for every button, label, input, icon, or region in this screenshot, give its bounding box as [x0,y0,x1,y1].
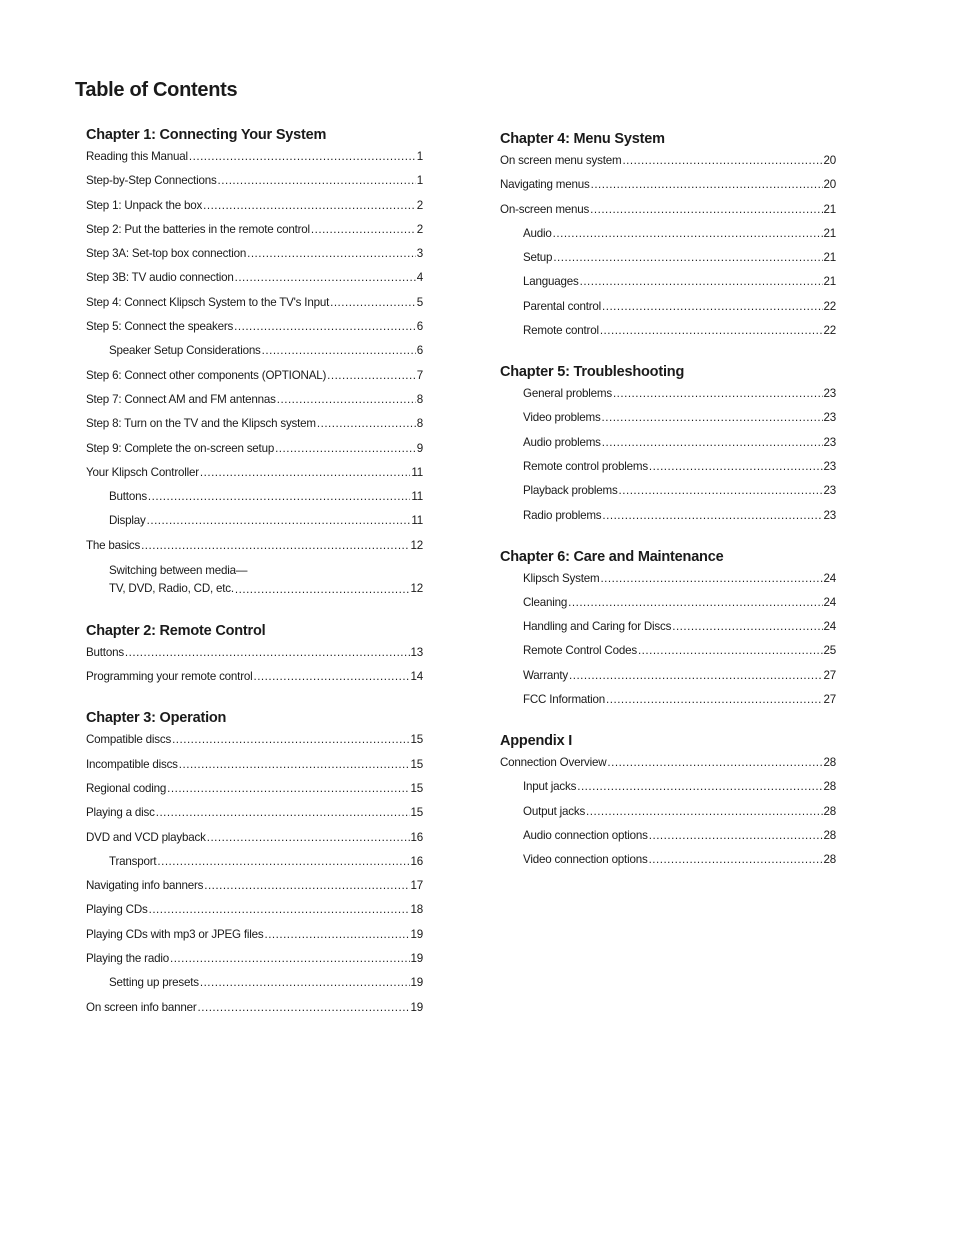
toc-entry-page: 25 [823,644,836,658]
toc-entry-page: 19 [410,952,423,966]
dot-leader [586,804,822,820]
toc-entry-page: 18 [410,903,423,917]
toc-entry-page: 8 [416,417,423,431]
toc-entry-label: Warranty [523,668,568,682]
toc-entry-label: DVD and VCD playback [86,830,206,844]
toc-entry-page: 17 [410,879,423,893]
toc-entry-label: Playback problems [523,484,618,498]
dot-leader [203,198,416,214]
toc-entry-page: 2 [416,222,423,236]
toc-entry-page: 27 [823,668,836,682]
toc-entry-label: Regional coding [86,781,167,795]
toc-entry-page: 13 [410,646,423,660]
toc-entry-label: On-screen menus [500,202,590,216]
dot-leader [602,299,822,315]
toc-entry-label: Languages [523,275,579,289]
toc-entry[interactable] [500,153,836,169]
toc-entry-label: Programming your remote control [86,670,253,684]
dot-leader [649,459,823,475]
toc-entry-label: Step 4: Connect Klipsch System to the TV's Input [86,295,330,309]
toc-subentry[interactable] [500,459,836,475]
toc-entry-page: 28 [823,804,836,818]
toc-subentry[interactable] [500,435,836,451]
toc-entry[interactable] [86,757,423,773]
dot-leader [125,645,410,661]
toc-entry-page: 21 [823,226,836,240]
toc-subentry[interactable] [500,779,836,795]
dot-leader [198,1000,410,1016]
dot-leader [207,830,410,846]
toc-entry-label: Audio connection options [523,828,648,842]
toc-entry-label: Klipsch System [523,571,600,585]
toc-entry-label: Compatible discs [86,733,172,747]
toc-entry-page: 23 [823,411,836,425]
dot-leader [317,416,416,432]
toc-entry-label: Playing CDs with mp3 or JPEG files [86,927,264,941]
toc-subentry[interactable] [500,852,836,868]
toc-entry-label: Audio problems [523,435,601,449]
toc-entry-page: 2 [416,198,423,212]
toc-entry-label: Audio [523,226,552,240]
toc-entry-page: 28 [823,780,836,794]
dot-leader [649,828,823,844]
dot-leader [235,582,410,598]
toc-entry[interactable] [500,177,836,193]
toc-entry-page: 11 [411,514,423,528]
dot-leader [247,246,416,262]
toc-entry-page: 15 [410,757,423,771]
chapter-6-entries [500,571,836,708]
toc-entry-page: 11 [411,490,423,504]
toc-entry-label: TV, DVD, Radio, CD, etc. [109,582,234,596]
toc-entry-page: 16 [410,830,423,844]
toc-entry-label: Video problems [523,411,601,425]
toc-entry-label: Step 3A: Set-top box connection [86,247,247,261]
chapter-6-section [500,546,836,708]
toc-entry-label: Playing CDs [86,903,148,917]
toc-entry-label: Buttons [86,646,124,660]
toc-entry-label: Connection Overview [500,756,607,770]
toc-entry-label: Step-by-Step Connections [86,174,217,188]
dot-leader [602,508,822,524]
dot-leader [553,250,822,266]
chapter-5-title: Chapter 5: Troubleshooting [500,364,685,381]
toc-entry[interactable] [86,295,423,311]
toc-entry-page: 24 [823,571,836,585]
toc-entry-page: 5 [416,295,423,309]
toc-entry-page: 12 [410,582,423,596]
toc-entry-page: 16 [410,854,423,868]
dot-leader [606,692,822,708]
toc-entry[interactable] [86,830,423,846]
toc-entry-label: Playing a disc [86,806,155,820]
toc-entry-label: Step 8: Turn on the TV and the Klipsch system [86,417,316,431]
dot-leader [311,222,416,238]
dot-leader [172,732,409,748]
toc-subentry[interactable] [500,571,836,587]
dot-leader [264,927,409,943]
toc-entry-label: Cleaning [523,595,568,609]
dot-leader [170,951,410,967]
toc-subentry[interactable] [500,804,836,820]
toc-entry-page: 20 [823,178,836,192]
toc-entry[interactable] [86,878,423,894]
chapter-6-title: Chapter 6: Care and Maintenance [500,548,724,565]
toc-entry-label: Remote Control Codes [523,644,637,658]
toc-entry-page: 23 [823,459,836,473]
dot-leader [577,779,822,795]
toc-subentry[interactable] [86,975,423,991]
dot-leader [327,368,416,384]
toc-entry[interactable] [86,1000,423,1016]
toc-subentry[interactable] [86,854,423,870]
toc-entry-label: Remote control [523,324,599,338]
toc-subentry[interactable] [500,250,836,266]
toc-entry[interactable] [86,538,423,554]
toc-subentry[interactable] [500,643,836,659]
dot-leader [580,274,823,290]
toc-entry-page: 9 [416,441,423,455]
toc-subentry[interactable] [500,483,836,499]
toc-subentry[interactable] [500,226,836,242]
chapter-2-entries [86,645,423,685]
toc-subentry[interactable] [500,692,836,708]
toc-entry-page: 21 [823,251,836,265]
dot-leader [591,177,823,193]
toc-entry-page: 23 [823,435,836,449]
toc-entry-page: 19 [410,976,423,990]
chapter-1-title: Chapter 1: Connecting Your System [86,127,327,143]
toc-entry-label: Remote control problems [523,459,648,473]
chapter-3-section [86,707,423,1015]
toc-entry-page: 21 [823,202,836,216]
toc-entry[interactable] [86,149,423,165]
dot-leader [600,571,822,587]
toc-entry-page: 23 [823,508,836,522]
toc-entry-label: Display [109,514,146,528]
toc-entry-page: 14 [410,670,423,684]
toc-entry[interactable] [500,202,836,218]
dot-leader [602,410,823,426]
chapter-5-section [500,361,836,523]
dot-leader [649,852,823,868]
dot-leader [200,465,410,481]
toc-entry[interactable] [86,669,423,685]
toc-subentry[interactable] [500,274,836,290]
toc-right-column [500,128,836,890]
toc-entry-page: 15 [410,806,423,820]
toc-entry-page: 1 [416,174,423,188]
toc-subentry[interactable] [86,562,423,598]
dot-leader [141,538,409,554]
dot-leader [613,386,823,402]
toc-entry-page: 15 [410,733,423,747]
dot-leader [179,757,410,773]
toc-subentry[interactable] [500,828,836,844]
page-title: Table of Contents [75,79,238,101]
dot-leader [600,323,823,339]
toc-entry-page: 20 [823,154,836,167]
toc-entry-label: Parental control [523,299,602,313]
toc-entry-page: 22 [823,299,836,313]
toc-entry[interactable] [86,465,423,481]
toc-subentry[interactable] [500,595,836,611]
toc-entry-page: 27 [823,693,836,707]
dot-leader [607,755,822,771]
toc-subentry[interactable] [500,386,836,402]
toc-entry-page: 21 [823,275,836,289]
appendix-1-title: Appendix I [500,733,573,750]
toc-entry-page: 28 [823,828,836,842]
dot-leader [167,781,409,797]
toc-entry-page: 6 [416,320,423,334]
toc-entry-label: Video connection options [523,853,648,867]
toc-entry-label: Radio problems [523,508,602,522]
toc-entry-label: Navigating menus [500,178,590,192]
toc-entry-label-line1: Switching between media— [109,564,248,578]
toc-entry-page: 23 [823,484,836,498]
toc-entry-page: 6 [416,344,423,358]
chapter-2-section [86,620,423,685]
toc-entry-label: Your Klipsch Controller [86,465,199,479]
toc-entry-label: Setup [523,251,553,265]
toc-entry-page: 4 [416,271,423,285]
toc-entry-label: Buttons [109,490,147,504]
dot-leader [156,805,410,821]
toc-entry[interactable] [86,951,423,967]
toc-entry-page: 12 [410,538,423,552]
toc-entry[interactable] [86,368,423,384]
dot-leader [262,343,416,359]
toc-entry[interactable] [86,246,423,262]
toc-subentry[interactable] [86,513,423,529]
toc-entry-label: Output jacks [523,804,586,818]
appendix-1-entries [500,755,836,868]
toc-entry-page: 3 [416,247,423,261]
dot-leader [253,669,409,685]
dot-leader [189,149,416,165]
toc-entry-page: 19 [410,927,423,941]
dot-leader [148,489,410,505]
toc-entry-label: Reading this Manual [86,150,188,163]
toc-entry[interactable] [86,198,423,214]
dot-leader [672,619,822,635]
toc-entry[interactable] [86,732,423,748]
chapter-1-section [86,124,423,598]
dot-leader [204,878,409,894]
dot-leader [275,441,416,457]
dot-leader [568,595,822,611]
dot-leader [235,270,416,286]
toc-entry-label: Navigating info banners [86,879,204,893]
toc-entry-label: The basics [86,538,141,552]
toc-entry-label: Transport [109,854,157,868]
toc-entry[interactable] [86,173,423,189]
toc-entry-page: 24 [823,595,836,609]
chapter-5-entries [500,386,836,523]
toc-entry-page: 22 [823,324,836,338]
toc-subentry[interactable] [86,343,423,359]
toc-entry-label: On screen info banner [86,1000,197,1014]
toc-entry-page: 23 [823,387,836,401]
toc-entry-page: 7 [416,368,423,382]
chapter-1-entries [86,149,423,598]
toc-entry-label: Input jacks [523,780,577,794]
toc-entry-label: Step 1: Unpack the box [86,198,203,212]
toc-entry-label: Step 3B: TV audio connection [86,271,234,285]
toc-entry-label: Step 9: Complete the on-screen setup [86,441,275,455]
dot-leader [569,668,823,684]
toc-entry[interactable] [86,902,423,918]
toc-entry-page: 19 [410,1000,423,1014]
dot-leader [330,295,416,311]
appendix-1-section [500,730,836,868]
toc-entry-label: Step 7: Connect AM and FM antennas [86,392,276,406]
toc-entry-page: 1 [416,150,423,163]
toc-subentry[interactable] [500,508,836,524]
dot-leader [234,319,416,335]
chapter-3-entries [86,732,423,1015]
dot-leader [553,226,823,242]
dot-leader [602,435,823,451]
toc-entry[interactable] [86,927,423,943]
toc-entry-page: 8 [416,392,423,406]
toc-entry-label: Incompatible discs [86,757,178,771]
toc-subentry[interactable] [500,619,836,635]
dot-leader [638,643,823,659]
toc-entry-label: On screen menu system [500,154,622,167]
chapter-3-title: Chapter 3: Operation [86,710,227,727]
toc-entry-label: Speaker Setup Considerations [109,344,261,358]
dot-leader [218,173,416,189]
dot-leader [200,975,410,991]
toc-entry-label: Step 6: Connect other components (OPTIONAL) [86,368,327,382]
chapter-4-title: Chapter 4: Menu System [500,131,665,147]
toc-subentry[interactable] [500,410,836,426]
toc-entry[interactable] [86,781,423,797]
toc-entry-label: Step 2: Put the batteries in the remote control [86,222,310,236]
toc-entry-page: 11 [411,465,423,479]
toc-entry-label: Step 5: Connect the speakers [86,320,234,334]
toc-entry[interactable] [86,441,423,457]
toc-entry[interactable] [86,222,423,238]
toc-entry-page: 15 [410,781,423,795]
toc-left-column [86,124,423,1038]
toc-entry-page: 24 [823,620,836,634]
toc-entry[interactable] [86,319,423,335]
dot-leader [149,902,410,918]
toc-subentry[interactable] [500,299,836,315]
toc-entry-label: FCC Information [523,693,606,707]
dot-leader [277,392,416,408]
chapter-4-entries [500,153,836,339]
toc-entry[interactable] [86,416,423,432]
toc-entry[interactable] [500,755,836,771]
toc-entry-label: General problems [523,387,612,401]
dot-leader [590,202,822,218]
toc-subentry[interactable] [86,489,423,505]
toc-entry[interactable] [86,645,423,661]
toc-entry[interactable] [86,270,423,286]
dot-leader [147,513,411,529]
dot-leader [622,153,822,169]
chapter-2-title: Chapter 2: Remote Control [86,623,266,640]
chapter-4-section [500,128,836,339]
toc-entry[interactable] [86,392,423,408]
toc-entry-page: 28 [823,756,836,770]
toc-entry-page: 28 [823,853,836,867]
toc-entry[interactable] [86,805,423,821]
dot-leader [157,854,409,870]
toc-entry-label: Handling and Caring for Discs [523,620,672,634]
dot-leader [619,483,823,499]
toc-entry-label: Setting up presets [109,976,199,990]
toc-entry-label: Playing the radio [86,952,169,966]
toc-subentry[interactable] [500,323,836,339]
toc-subentry[interactable] [500,668,836,684]
